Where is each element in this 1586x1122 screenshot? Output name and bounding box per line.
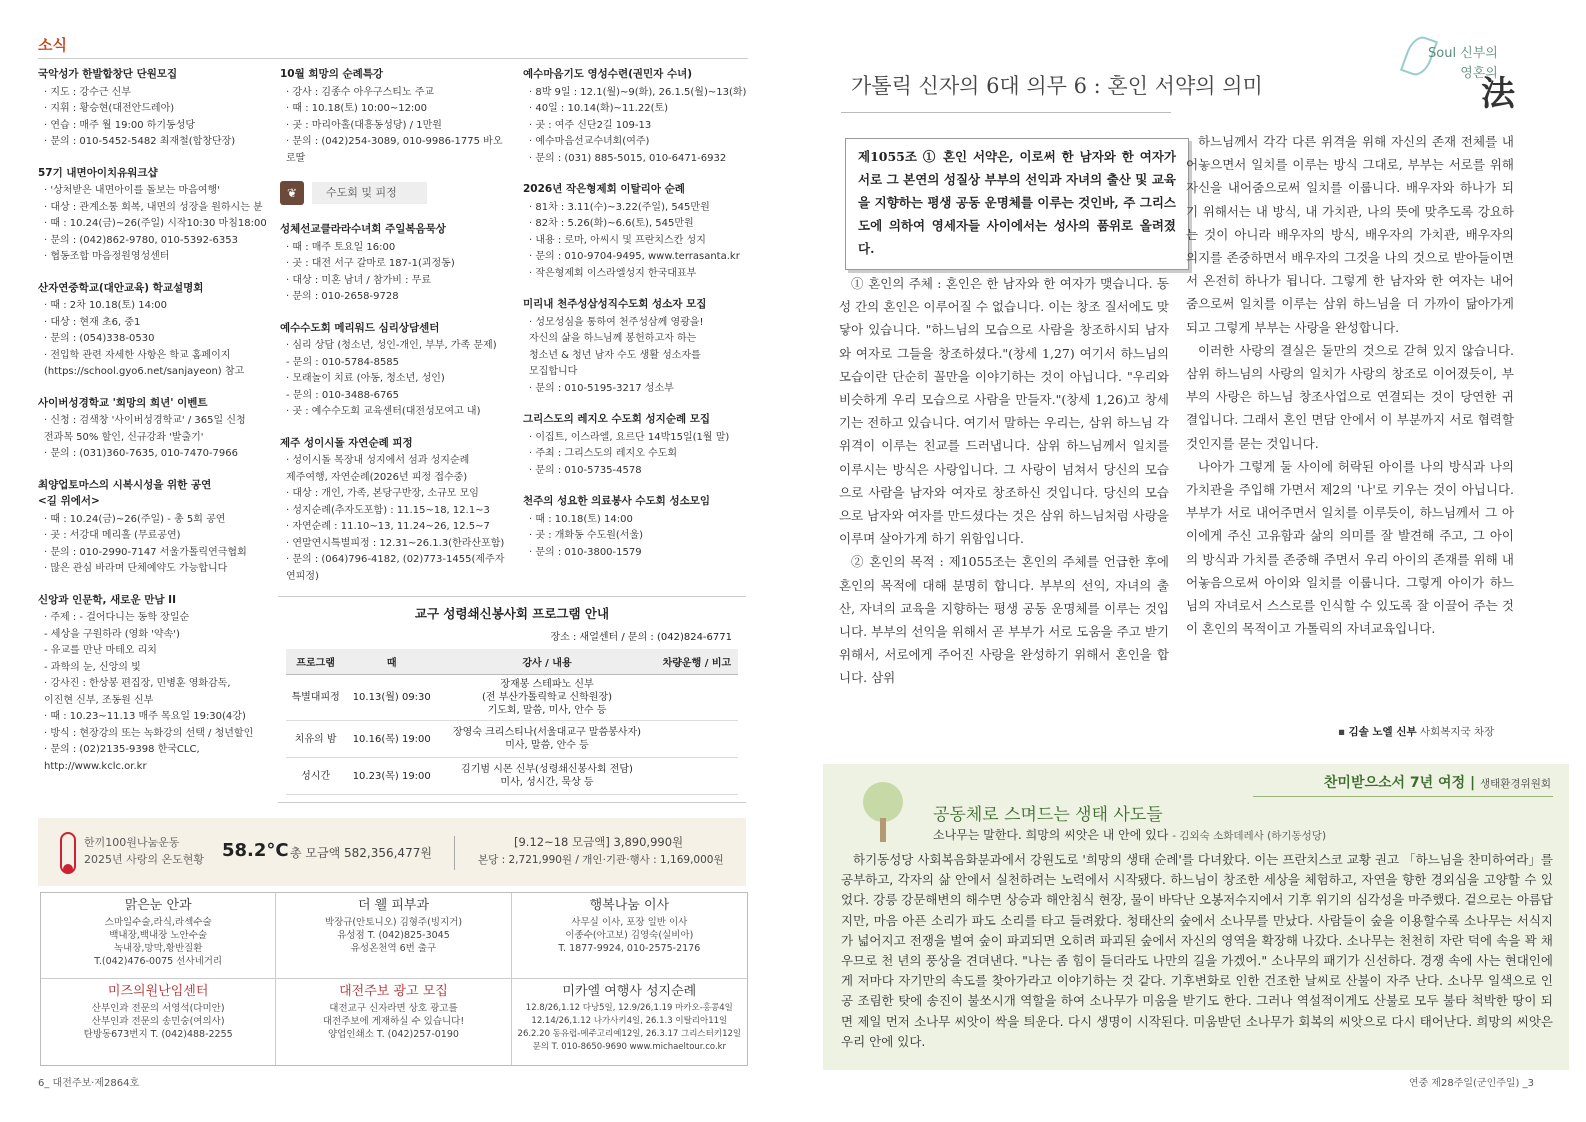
paragraph: ① 혼인의 주체 : 혼인은 한 남자와 한 여자가 맺습니다. 동성 간의 혼인은 이루어질 수 없습니다. 이는 창조 질서에도 맞닿아 있습니다. "하느님의 모습으로 사람을 창조하시되 남자와 여자로 그들을 창조하셨다."(창세 1,27) 여기서 하느님의 모습이란 단순히 꼴만을 이야기하는 것이 아닙니다. "우리와 비슷하게 우리 모습으로 사람을 만들자."(창세 1,26)고 창세기는 전하고 있습니다. 여기서 말하는 우리는, 삼위 하느님 각 위격이 이루는 친교를 드러냅니다. 삼위 하느님께서 일치를 이루시는 방식은 사랑입니다. 그 사랑이 넘쳐서 당신의 모습으로 사람을 남자와 여자로 창조하신 것입니다. 당신의 모습으로 남자와 여자를 만드셨다는 것은 삼위 하느님처럼 사랑을 이루며 살아가게 하기 위함입니다.: [839, 276, 1169, 547]
ecology-tag-line: [1253, 796, 1553, 797]
section-title: 소식: [38, 36, 67, 54]
ad-cell: [512, 979, 747, 1065]
donation-total: 총 모금액 582,356,477원: [290, 846, 432, 860]
program-row: [286, 675, 738, 721]
news-column-2: [280, 66, 512, 599]
news-item-title: 10월 희망의 순례특강: [280, 68, 384, 80]
program-cell: 장영숙 크리스티나(서울대교구 말씀봉사자) 미사, 말씀, 안수 등: [438, 721, 656, 758]
paragraph: ② 혼인의 목적 : 제1055조는 혼인의 주체를 언급한 후에 혼인의 목적에 대해 분명히 합니다. 부부의 선익, 자녀의 출산, 자녀의 교육을 지향하는 평생 공동 운명체를 이루는 것입니다. 부부의 선익을 위해서 곧 부부가 서로 도움을 주고 받기 위해서, 서로에게 주어진 사랑을 완성하기 위해서 혼인을 합니다. 삼위: [839, 554, 1169, 686]
author-line: [1338, 724, 1494, 739]
news-item-body: · 심리 상담 (청소년, 성인-개인, 부부, 가족 문제) - 문의 : 010-5784-8585 · 모래놀이 치료 (아동, 청소년, 성인) - 문의 : 010-3488-6765 · 곳 : 예수수도회 교육센터(대전성모여고 내): [286, 340, 497, 417]
ad-name: 대전주보 광고 모집: [339, 984, 448, 999]
news-item-title: 2026년 작은형제회 이탈리아 순례: [523, 183, 685, 195]
ad-name: 맑은눈 안과: [124, 898, 192, 913]
news-item-title: 그리스도의 레지오 수도회 성지순례 모집: [523, 413, 711, 425]
canon-quote: 제1055조 ① 혼인 서약은, 이로써 한 남자와 한 여자가 서로 그 본연의 성질상 부부의 선익과 자녀의 출산 및 교육을 지향하는 평생 공동 운명체를 이루는 것인바, 주 그리스도에 의하여 영세자들 사이에서는 성사의 품위로 올려졌다.: [845, 138, 1189, 270]
ecology-subheading-text: 소나무는 말한다. 희망의 씨앗은 내 안에 있다: [933, 828, 1169, 842]
column-name: Soul 신부의 영혼의: [1428, 46, 1498, 81]
ad-name: 미카엘 여행사 성지순례: [562, 984, 697, 999]
news-item-body: · 81차 : 3.11(수)~3.22(주일), 545만원 · 82차 : 5.26(화)~6.6(토), 545만원 · 내용 : 로마, 아씨시 및 프란치스칸 성지 · 문의 : 010-9704-9495, www.terrasanta.kr · 작은형제회 이스라엘성지 한국대표부: [529, 201, 740, 279]
left-footer: 6_ 대전주보·제2864호: [38, 1078, 140, 1089]
program-cell: 치유의 밤: [286, 721, 345, 758]
ad-cell: [512, 893, 747, 979]
news-item: [38, 592, 270, 776]
program-cell: 10.23(목) 19:00: [345, 758, 438, 795]
news-item: [280, 320, 512, 421]
ad-body: 대전교구 신자라면 상호 광고를 대전주보에 게재하실 수 있습니다! 양업인쇄소 T. (042)257-0190: [322, 1003, 465, 1040]
ecology-series-title: 찬미받으소서 7년 여정: [1323, 775, 1466, 791]
news-item-body: · 때 : 2차 10.18(토) 14:00 · 대상 : 현재 초6, 중1 · 문의 : (054)338-0530 · 전입학 관련 자세한 사항은 학교 홈페이지 (https://school.gyo6.net/sanjayeon) 참고: [44, 300, 245, 377]
ad-body: 산부인과 전문의 서영석(다미안) 산부인과 전문의 송민숭(여의사) 탄방동673번지 T. (042)488-2255: [83, 1003, 233, 1040]
right-page: [793, 0, 1586, 1122]
title-divider: [841, 112, 1171, 113]
ad-body: 사무실 이사, 포장 일반 이사 이종수(아고보) 김영숙(실비아) T. 1877-9924, 010-2575-2176: [558, 917, 701, 954]
news-item-title: 57기 내면아이치유워크샵: [38, 166, 158, 179]
news-item-title: 신앙과 인문학, 새로운 만남 II: [38, 593, 176, 606]
news-item-title: 제주 성이시돌 자연순례 피정: [280, 436, 413, 449]
news-item-body: · 때 : 10.18(토) 14:00 · 곳 : 개화동 수도원(서울) · 문의 : 010-3800-1579: [529, 513, 644, 558]
program-cell: 김기범 시몬 신부(성령쇄신봉사회 전담) 미사, 성시간, 묵상 등: [438, 758, 656, 795]
news-item-title: 예수마음기도 영성수련(권민자 수녀): [523, 68, 693, 80]
author-name: 김솔 노엘 신부: [1348, 726, 1417, 738]
section-divider: [38, 58, 748, 59]
program-row: [286, 758, 738, 795]
article-column-2: [1186, 130, 1514, 640]
author-role: 사회복지국 차장: [1419, 726, 1495, 738]
donation-status-box: [38, 818, 746, 886]
news-item-body: · 때 : 10.24(금)~26(주일) - 총 5회 공연 · 곳 : 서강대 메리홀 (무료공연) · 문의 : 010-2990-7147 서울가톨릭연극협회 · 많은 관심 바라며 단체예약도 가능합니다: [44, 513, 247, 574]
paragraph: 나아가 그렇게 둘 사이에 허락된 아이를 나의 방식과 나의 가치관을 주입해 가면서 제2의 '나'로 키우는 것이 아닙니다. 부부가 서로 내어주면서 일치를 이루듯이, 하느님께서 그 아이에게 주신 고유함과 삶의 의미를 잘 발견해 주고, 그 아이의 방식과 가치를 존중해 주면서 우리 아이의 존재를 위해 내어놓음으로써 아이와 일치를 이룹니다. 그렇게 아이가 하느님의 자녀로서 스스로를 인식할 수 있도록 잘 이끌어 주는 것이 혼인의 목적이고 가톨릭의 자녀교육입니다.: [1186, 458, 1514, 637]
donation-label: 한끼100원나눔운동 2025년 사랑의 온도현황: [84, 836, 204, 866]
ad-body: 12.8/26,1.12 다낭5일, 12.9/26,1.19 마카오-홍콩4일 12.14/26,1.12 나가사키4일, 26.1.3 이탈리아11일 26.2.20 동유럽-메주고리예12일, 26.3.17 그리스터키12일 문의 T. 010-8650-9690 www.michaeltour.co.kr: [517, 1003, 742, 1052]
donation-temperature: 58.2°C: [222, 840, 289, 861]
news-column-3: [523, 66, 755, 575]
program-info: 장소 : 새얼센터 / 문의 : (042)824-6771: [550, 632, 732, 643]
thermometer-icon: [60, 832, 76, 874]
news-item-title: 예수수도회 메리워드 심리상담센터: [280, 321, 440, 334]
ad-cell: [41, 893, 276, 979]
article-column-1: [839, 272, 1169, 690]
program-box: [278, 596, 746, 803]
ecology-subheading-author: - 김외숙 소화데레사 (하기동성당): [1172, 830, 1327, 842]
news-item-title: 사이버성경학교 '희망의 희년' 이벤트: [38, 396, 208, 409]
ad-cell: [276, 893, 511, 979]
ecology-series-tag: 찬미받으소서 7년 여정 | 생태환경위원회: [1323, 775, 1551, 791]
news-item-body: · 성이시돌 목장내 성지에서 섬과 성지순례 제주여행, 자연순례(2026년 피정 접수중) · 대상 : 개인, 가족, 본당구반장, 소규모 모임 · 성지순례(추자도포함) : 11.15~18, 12.1~3 · 자연순례 : 11.10~13, 11.24~26, 12.5~7 · 연말연시특별피정 : 12.31~26.1.3(한라산포함) · 문의 : (064)796-4182, (02)773-1455(제주자연피정): [286, 455, 505, 582]
ad-body: 박장규(안토니오) 김형주(빙지거) 유성점 T. (042)825-3045 유성온천역 6번 출구: [324, 917, 463, 954]
ads-grid: [40, 892, 748, 1066]
ad-body: 스마일수술,라식,라섹수술 백내장,백내장 노안수술 녹내장,망막,황반질환 T.(042)476-0075 선사네거리: [94, 917, 223, 967]
plant-icon: ❦: [280, 181, 304, 205]
news-item-body: · 성모성심을 통하여 천주성삼께 영광을! 자신의 삶을 하느님께 봉헌하고자 하는 청소년 & 청년 남자 수도 생활 성소자를 모집합니다 · 문의 : 010-5195-3217 성소부: [529, 316, 704, 394]
right-footer: 연중 제28주일(군인주일) _3: [1408, 1078, 1534, 1089]
program-header: 차량운행 / 비고: [656, 649, 738, 675]
author-bullet: ▪: [1338, 726, 1349, 738]
ecology-subheading: [933, 826, 1326, 843]
ad-name: 행복나눔 이사: [589, 898, 670, 913]
ecology-series-sub: 생태환경위원회: [1479, 778, 1551, 790]
retreat-subheading: [280, 181, 512, 205]
program-cell: [656, 721, 738, 758]
column-logo-char: 法: [1481, 74, 1515, 114]
news-item: [38, 165, 270, 266]
news-item-title: 산자연중학교(대안교육) 학교설명회: [38, 281, 204, 294]
program-cell: [656, 675, 738, 721]
ecology-heading: 공동체로 스며드는 생태 사도들: [933, 805, 1163, 825]
program-cell: 10.16(목) 19:00: [345, 721, 438, 758]
news-item: [523, 411, 755, 479]
program-cell: 특별대피정: [286, 675, 345, 721]
news-item-body: · 때 : 매주 토요일 16:00 · 곳 : 대전 서구 갈마로 187-1(괴정동) · 대상 : 미혼 남녀 / 참가비 : 무료 · 문의 : 010-2658-9728: [286, 241, 455, 302]
news-item-body: · 강사 : 김종수 아우구스티노 주교 · 때 : 10.18(토) 10:00~12:00 · 곳 : 마리아홀(대흥동성당) / 1만원 · 문의 : (042)254-3089, 010-9986-1775 바오로딸: [286, 86, 503, 164]
news-item: [523, 181, 755, 282]
news-item: [38, 477, 270, 578]
program-title: 교구 성령쇄신봉사회 프로그램 안내: [414, 606, 610, 621]
ad-name: 미즈의원난임센터: [107, 984, 209, 999]
news-item: [38, 280, 270, 381]
tree-icon: [843, 782, 923, 852]
news-item-body: · '상처받은 내면아이를 돌보는 마음여행' · 대상 : 관계소통 회복, 내면의 성장을 원하시는 분 · 때 : 10.24(금)~26(주일) 시작10:30 마침18:00 · 문의 : (042)862-9780, 010-5392-6353 · 협동조합 마음정원영성센터: [44, 185, 267, 262]
program-header: 프로그램: [286, 649, 345, 675]
program-cell: 10.13(월) 09:30: [345, 675, 438, 721]
program-row: [286, 721, 738, 758]
news-item: [280, 66, 512, 167]
news-item-title: 성체선교클라라수녀회 주일복음묵상: [280, 223, 446, 235]
news-item-title: 천주의 성요한 의료봉사 수도회 성소모임: [523, 495, 711, 507]
news-item-body: · 신청 : 검색창 '사이버성경학교' / 365일 신청 전과목 50% 할인, 신규강좌 '발출기' · 문의 : (031)360-7635, 010-7470-7966: [44, 415, 246, 459]
donation-divider: [454, 836, 455, 870]
news-item-title: 미리내 천주성삼성직수도회 성소자 모집: [523, 298, 707, 310]
program-cell: 성시간: [286, 758, 345, 795]
ad-cell: [276, 979, 511, 1065]
news-item: [523, 493, 755, 561]
paragraph: 이러한 사랑의 결실은 둘만의 것으로 갇혀 있지 않습니다. 삼위 하느님의 사랑의 일치가 사랑의 창조로 이어졌듯이, 부부의 사랑은 하느님 창조사업으로 연결되는 것이 당연한 귀결입니다. 그래서 혼인 면담 안에서 이 부분까지 서로 협력할 것인지를 묻는 것입니다.: [1186, 342, 1514, 451]
ad-name: 더 웰 피부과: [357, 898, 430, 913]
news-item-body: · 지도 : 강수근 신부 · 지휘 : 황승현(대전안드레아) · 연습 : 매주 월 19:00 하기동성당 · 문의 : 010-5452-5482 최재철(합창단장): [44, 86, 236, 147]
ecology-body: 하기동성당 사회복음화분과에서 강원도로 '희망의 생태 순례'를 다녀왔다. 이는 프란치스코 교황 권고 「하느님을 찬미하여라」를 공부하고, 각자의 삶 안에서 실천하려는 노력에서 시작됐다. 하느님이 창조한 세상을 체험하고, 자연을 향한 경외심을 고양할 수 있었다. 강릉 강문해변의 해수면 상승과 해안침식 현장, 물이 바닥난 오봉저수지에서 기후 위기의 심각성을 마주했다. 겉으로는 아름답지만, 마음 아픈 소리가 파도 소리를 타고 들려왔다. 청태산의 숲에서 소나무를 만났다. 사람들이 숲을 이용할수록 소나무는 서식지가 넓어지고 전쟁을 벌여 숲이 파괴되면 오히려 파괴된 숲에서 자신의 영역을 확장해 나갔다. 소나무는 천천히 자란 덕에 속을 꽉 채우므로 천 년의 풍상을 견뎌낸다. "나는 좀 힘이 들더라도 나만의 길을 가겠어." 소나무의 패기가 신선하다. 경쟁 속에 사는 현대인에게 저마다 자기만의 속도를 찾아가라고 이야기하는 것 같다. 기후변화로 인한 건조한 날씨로 산불이 자주 난다. 소나무 일색으로 인공 조림한 탓에 송진이 불쏘시개 역할을 하여 소나무가 미움을 받기도 한다. 그러나 역설적이게도 산불로 모두 불타 척박한 땅이 되면 제일 먼저 소나무 씨앗이 싹을 틔운다. 다시 생명이 시작된다. 미움받던 소나무가 회복의 씨앗으로 다시 태어난다. 희망의 씨앗은 우리 안에 있다.: [841, 852, 1553, 1049]
program-table: [286, 649, 738, 795]
ad-cell: [41, 979, 276, 1065]
news-item: [523, 296, 755, 397]
donation-detail: 본당 : 2,721,990원 / 개인·기관·행사 : 1,169,000원: [478, 854, 724, 866]
news-item-title: 국악성가 한발합창단 단원모집: [38, 68, 178, 80]
program-header: 때: [345, 649, 438, 675]
news-item-title: 최양업토마스의 시복시성을 위한 공연 <길 위에서>: [38, 478, 212, 507]
ecology-box: [823, 764, 1569, 1070]
paragraph: 하느님께서 각각 다른 위격을 위해 자신의 존재 전체를 내어놓으면서 일치를 이루는 방식 그대로, 부부는 서로를 위해 자신을 내어줌으로써 일치를 이룹니다. 배우자와 하나가 되기 위해서는 내 방식, 내 가치관, 나의 뜻에 맞추도록 강요하는 것이 아니라 배우자의 방식, 배우자의 가치관, 배우자의 의지를 존중하면서 배우자의 그것을 나의 것으로 받아들이면서 온전히 하나가 됩니다. 그렇게 한 남자와 한 여자는 내어줌으로써 일치를 이루는 삼위 하느님을 더 가까이 닮아가게 되고 그렇게 부부는 사랑을 완성합니다.: [1186, 134, 1514, 335]
donation-week: [9.12~18 모금액] 3,890,990원: [514, 835, 684, 849]
program-header: 강사 / 내용: [438, 649, 656, 675]
article-title: 가톨릭 신자의 6대 의무 6 : 혼인 서약의 의미: [851, 74, 1263, 98]
news-item: [38, 66, 270, 151]
program-cell: 장재봉 스테파노 신부 (전 부산가톨릭학교 신학원장) 기도회, 말씀, 미사, 안수 등: [438, 675, 656, 721]
retreat-subheading-label: 수도회 및 피정: [312, 182, 427, 205]
news-item: [280, 221, 512, 306]
news-item: [523, 66, 755, 167]
news-column-1: [38, 66, 270, 789]
news-item: [280, 435, 512, 586]
program-cell: [656, 758, 738, 795]
news-item-body: · 8박 9일 : 12.1(월)~9(화), 26.1.5(월)~13(화) · 40일 : 10.14(화)~11.22(토) · 곳 : 여주 신단2길 109-13 · 예수마음선교수녀회(여주) · 문의 : (031) 885-5015, 010-6471-6932: [529, 86, 747, 164]
news-item-body: · 이집트, 이스라엘, 요르단 14박15일(1월 말) · 주최 : 그리스도의 레지오 수도회 · 문의 : 010-5735-4578: [529, 431, 730, 476]
news-item: [38, 395, 270, 463]
news-item-body: · 주제 : - 걸어다니는 동학 장일순 - 세상을 구원하라 (영화 '약속') - 유교를 만난 마테오 리치 - 과학의 눈, 신앙의 빛 · 강사진 : 한상봉 편집장, 민병훈 영화감독, 이진현 신부, 조동원 신부 · 때 : 10.23~11.13 매주 목요일 19:30(4강) · 방식 : 현장강의 또는 녹화강의 선택 / 청년할인 · 문의 : (02)2135-9398 한국CLC, http://www.kclc.or.kr: [44, 612, 254, 772]
